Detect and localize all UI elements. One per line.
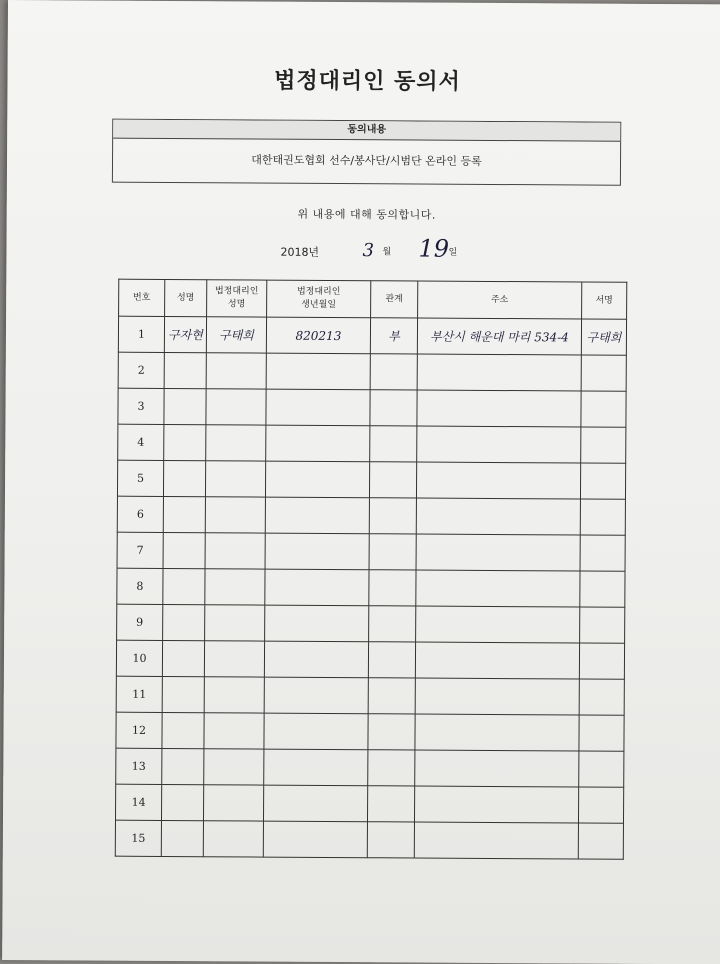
cell-guardian-name bbox=[206, 353, 266, 389]
cell-guardian-birth bbox=[264, 749, 368, 786]
table-row bbox=[117, 604, 625, 643]
cell-relation bbox=[370, 390, 417, 426]
cell-guardian-birth bbox=[266, 389, 370, 426]
cell-name bbox=[163, 568, 205, 604]
table-row bbox=[116, 676, 624, 715]
cell-signature bbox=[581, 427, 626, 463]
cell-guardian-birth bbox=[266, 353, 370, 390]
consent-content-box bbox=[112, 119, 621, 186]
cell-address bbox=[416, 570, 580, 607]
cell-guardian-name bbox=[204, 749, 264, 785]
row-number: 8 bbox=[117, 568, 163, 604]
col-name: 성명 bbox=[165, 279, 207, 316]
guardian-table bbox=[115, 279, 628, 860]
cell-guardian-name bbox=[205, 461, 265, 497]
cell-name bbox=[163, 496, 205, 532]
table-row bbox=[117, 568, 625, 607]
cell-name bbox=[162, 676, 204, 712]
table-row bbox=[116, 640, 624, 679]
cell-name: 구자현 bbox=[164, 316, 206, 352]
row-number: 2 bbox=[118, 352, 164, 388]
consent-body: 대한태권도협회 선수/봉사단/시범단 온라인 등록 bbox=[113, 139, 620, 184]
cell-guardian-name bbox=[204, 641, 264, 677]
col-number: 번호 bbox=[119, 279, 165, 316]
row-number: 12 bbox=[116, 712, 162, 748]
table-row bbox=[118, 424, 626, 463]
col-relation: 관계 bbox=[371, 281, 418, 318]
row-number: 14 bbox=[115, 784, 161, 820]
row-number: 6 bbox=[117, 496, 163, 532]
cell-guardian-name bbox=[205, 569, 265, 605]
cell-address bbox=[417, 426, 581, 463]
cell-relation bbox=[367, 822, 414, 858]
row-number: 7 bbox=[117, 532, 163, 568]
table-row bbox=[115, 784, 623, 823]
cell-guardian-name bbox=[206, 389, 266, 425]
row-number: 10 bbox=[116, 640, 162, 676]
cell-guardian-birth: 820213 bbox=[266, 317, 370, 354]
table-row bbox=[117, 496, 625, 535]
cell-address bbox=[415, 750, 579, 787]
cell-guardian-birth bbox=[263, 821, 367, 858]
cell-guardian-birth bbox=[266, 425, 370, 462]
cell-guardian-name bbox=[206, 425, 266, 461]
cell-guardian-birth bbox=[264, 641, 368, 678]
cell-signature bbox=[578, 823, 623, 859]
col-address: 주소 bbox=[418, 281, 582, 319]
cell-signature bbox=[579, 643, 624, 679]
cell-address bbox=[417, 390, 581, 427]
cell-name bbox=[161, 784, 203, 820]
cell-signature bbox=[580, 607, 625, 643]
cell-guardian-birth bbox=[265, 497, 369, 534]
cell-address bbox=[415, 678, 579, 715]
date-year: 2018년 bbox=[280, 244, 319, 260]
cell-name bbox=[164, 424, 206, 460]
cell-relation bbox=[367, 786, 414, 822]
cell-signature bbox=[580, 571, 625, 607]
cell-address bbox=[416, 498, 580, 535]
cell-relation bbox=[368, 642, 415, 678]
cell-address bbox=[415, 714, 579, 751]
table-row bbox=[116, 748, 624, 787]
cell-guardian-birth bbox=[265, 569, 369, 606]
cell-guardian-name bbox=[203, 785, 263, 821]
cell-name bbox=[164, 352, 206, 388]
cell-signature bbox=[579, 679, 624, 715]
cell-guardian-name bbox=[205, 497, 265, 533]
agree-statement: 위 내용에 대해 동의합니다. bbox=[7, 204, 720, 224]
cell-guardian-birth bbox=[264, 713, 368, 750]
cell-signature bbox=[580, 499, 625, 535]
cell-relation bbox=[369, 462, 416, 498]
cell-name bbox=[162, 712, 204, 748]
table-row bbox=[116, 712, 624, 751]
table-row bbox=[118, 316, 626, 355]
cell-signature bbox=[580, 463, 625, 499]
page-title: 법정대리인 동의서 bbox=[7, 62, 720, 97]
cell-name bbox=[163, 532, 205, 568]
cell-name bbox=[164, 388, 206, 424]
cell-name bbox=[163, 460, 205, 496]
col-guardian-name: 법정대리인 성명 bbox=[207, 280, 267, 317]
cell-signature bbox=[580, 535, 625, 571]
row-number: 1 bbox=[118, 316, 164, 352]
date-day-handwritten: 19 bbox=[418, 235, 449, 263]
cell-relation bbox=[368, 750, 415, 786]
cell-guardian-name bbox=[205, 605, 265, 641]
cell-guardian-name bbox=[204, 677, 264, 713]
cell-guardian-name bbox=[204, 713, 264, 749]
date-day-label: 일 bbox=[448, 245, 457, 258]
date-month-label: 월 bbox=[382, 244, 391, 257]
cell-guardian-birth bbox=[265, 605, 369, 642]
table-header-row bbox=[119, 279, 627, 319]
cell-name bbox=[162, 640, 204, 676]
document-page bbox=[2, 0, 720, 964]
cell-address: 부산시 해운대 마리 534-4 bbox=[417, 318, 581, 355]
cell-guardian-birth bbox=[264, 677, 368, 714]
cell-relation bbox=[368, 678, 415, 714]
table-body bbox=[115, 316, 626, 859]
row-number: 4 bbox=[118, 424, 164, 460]
cell-address bbox=[417, 354, 581, 391]
cell-name bbox=[162, 748, 204, 784]
cell-signature bbox=[581, 355, 626, 391]
cell-address bbox=[414, 822, 578, 859]
row-number: 3 bbox=[118, 388, 164, 424]
cell-signature bbox=[581, 391, 626, 427]
table-row bbox=[115, 820, 623, 859]
cell-address bbox=[414, 786, 578, 823]
row-number: 5 bbox=[117, 460, 163, 496]
col-signature: 서명 bbox=[582, 282, 627, 319]
cell-relation bbox=[369, 534, 416, 570]
cell-relation bbox=[369, 570, 416, 606]
cell-relation bbox=[368, 714, 415, 750]
cell-guardian-name: 구태희 bbox=[206, 317, 266, 353]
date-month-handwritten: 3 bbox=[362, 240, 374, 261]
table-row bbox=[117, 460, 625, 499]
cell-signature bbox=[578, 787, 623, 823]
cell-address bbox=[415, 642, 579, 679]
consent-header: 동의내용 bbox=[113, 120, 620, 142]
cell-address bbox=[416, 534, 580, 571]
row-number: 11 bbox=[116, 676, 162, 712]
col-guardian-birth: 법정대리인 생년월일 bbox=[267, 280, 371, 318]
row-number: 15 bbox=[115, 820, 161, 856]
row-number: 9 bbox=[117, 604, 163, 640]
table-row bbox=[118, 352, 626, 391]
cell-guardian-name bbox=[205, 533, 265, 569]
cell-relation bbox=[369, 606, 416, 642]
cell-signature bbox=[579, 751, 624, 787]
cell-relation: 부 bbox=[370, 318, 417, 354]
table-row bbox=[117, 532, 625, 571]
cell-guardian-birth bbox=[265, 461, 369, 498]
cell-guardian-name bbox=[203, 821, 263, 857]
row-number: 13 bbox=[116, 748, 162, 784]
cell-relation bbox=[369, 498, 416, 534]
table-row bbox=[118, 388, 626, 427]
cell-address bbox=[416, 462, 580, 499]
cell-signature bbox=[579, 715, 624, 751]
cell-relation bbox=[370, 426, 417, 462]
cell-name bbox=[161, 820, 203, 856]
cell-name bbox=[163, 604, 205, 640]
cell-guardian-birth bbox=[265, 533, 369, 570]
cell-signature: 구태희 bbox=[581, 319, 626, 355]
cell-relation bbox=[370, 354, 417, 390]
cell-address bbox=[416, 606, 580, 643]
cell-guardian-birth bbox=[263, 785, 367, 822]
